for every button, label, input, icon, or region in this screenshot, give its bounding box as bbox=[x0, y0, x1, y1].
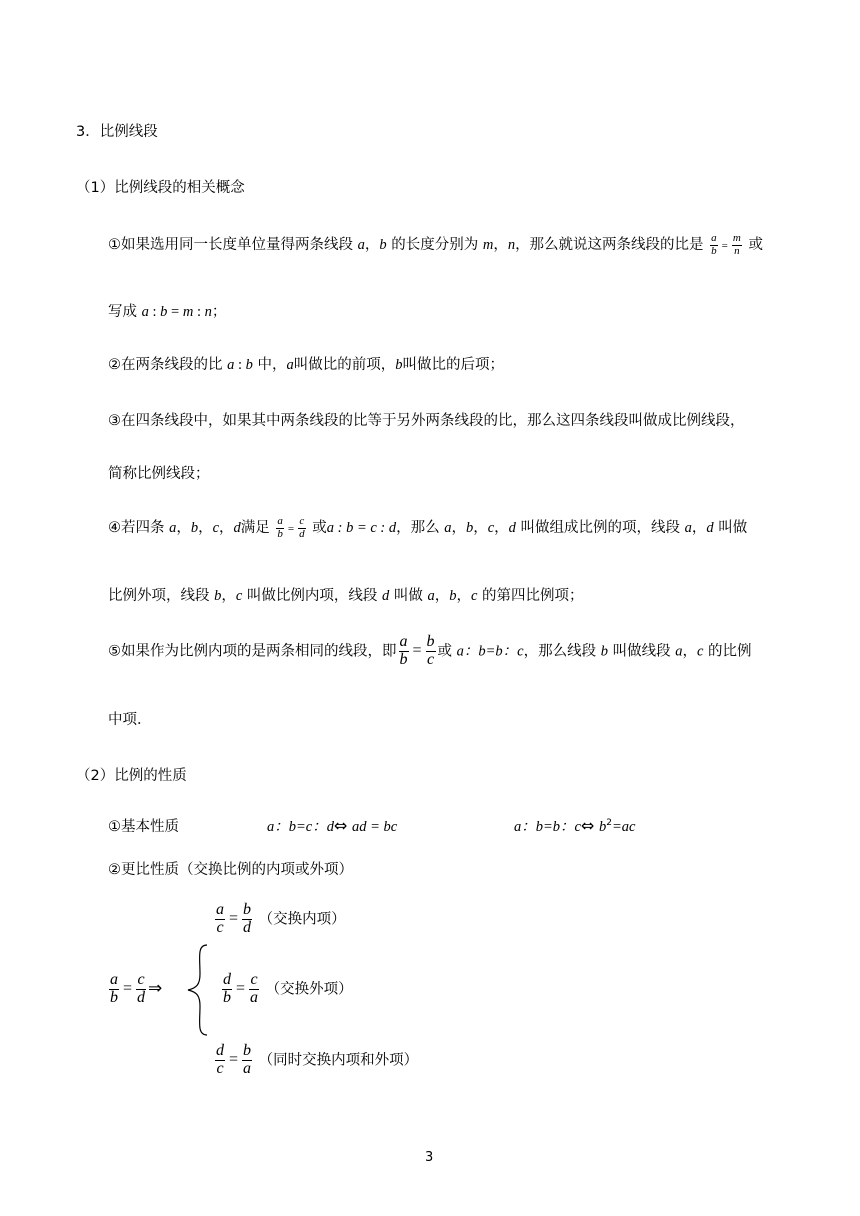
property-1-formula-2 bbox=[514, 815, 635, 836]
ratio-formula: a : b = m : n bbox=[141, 304, 212, 320]
var-a: a bbox=[286, 357, 294, 373]
definition-5: ⑤如果作为比例内项的是两条相同的线段，即 $\frac{a}{b}$ = $\frac{b}{c}$ 或 a：b=b：c，那么线段 b 叫做线段 a，c 的比例 bbox=[108, 633, 752, 668]
case-swap-both: $\frac{d}{c}$ = $\frac{b}{a}$ （同时交换内项和外项） bbox=[216, 1042, 419, 1077]
definition-2 bbox=[108, 353, 504, 374]
var-b: b bbox=[600, 643, 608, 660]
implies-arrow: ⇒ bbox=[148, 978, 163, 999]
ratio-a-b: a : b bbox=[227, 357, 253, 373]
def5-text-5: 的比例 bbox=[708, 643, 752, 660]
def4-text-5: 叫做组成比例的项，线段 bbox=[520, 520, 681, 537]
fraction-a-over-c: $\frac{a}{c}$ bbox=[216, 901, 224, 936]
def4-text-4: ，那么 bbox=[396, 520, 440, 537]
case-3-note: （同时交换内项和外项） bbox=[258, 1052, 419, 1069]
fraction-a-over-b: $\frac{a}{b}$ bbox=[399, 633, 408, 668]
def4-or: 或 bbox=[312, 520, 327, 537]
case-2-note: （交换外项） bbox=[265, 981, 353, 998]
vars-bc: b，c bbox=[214, 588, 243, 604]
def5-text-1: ⑤如果作为比例内项的是两条相同的线段，即 bbox=[108, 643, 397, 660]
vars-abcd: a，b，c，d bbox=[169, 520, 241, 537]
fraction-b-over-d: $\frac{b}{d}$ bbox=[243, 901, 252, 936]
def5-or: 或 bbox=[437, 643, 453, 660]
product-ac: =ac bbox=[611, 819, 636, 835]
def1-text-2: 的长度分别为 bbox=[391, 237, 479, 254]
fraction-c-over-d: $\frac{c}{d}$ bbox=[299, 515, 305, 540]
subsection-title-1: （1）比例线段的相关概念 bbox=[76, 180, 245, 196]
definition-3-line-1: ③在四条线段中，如果其中两条线段的比等于另外两条线段的比，那么这四条线段叫做成比例线段， bbox=[108, 413, 745, 429]
def5-text-4: 叫做线段 bbox=[612, 643, 671, 660]
case-swap-outer: $\frac{d}{b}$ = $\frac{c}{a}$ （交换外项） bbox=[223, 971, 353, 1006]
def4-text-1: ④若四条 bbox=[108, 520, 165, 537]
fraction-m-over-n: $\frac{m}{n}$ bbox=[732, 232, 741, 257]
var-a: a bbox=[357, 237, 365, 254]
ratio-abbc: a：b=b：c bbox=[456, 643, 524, 660]
definition-3-line-2: 简称比例线段； bbox=[108, 466, 210, 482]
comma: ， bbox=[493, 237, 508, 254]
def1-semicolon: ； bbox=[211, 304, 227, 320]
fraction-d-over-c: $\frac{d}{c}$ bbox=[216, 1042, 224, 1077]
definition-1: ①如果选用同一长度单位量得两条线段 a，b 的长度分别为 m，n，那么就说这两条线段的比是 $\frac{a}{b}$ = $\frac{m}{n}$ 或 bbox=[108, 232, 763, 257]
left-brace bbox=[186, 944, 210, 1036]
exponent: 2 bbox=[606, 818, 612, 828]
def2-text-4: 叫做比的后项； bbox=[402, 357, 504, 373]
subsection-title-2: （2）比例的性质 bbox=[76, 768, 187, 784]
vars-abcd: a，b，c，d bbox=[444, 520, 516, 537]
var-n: n bbox=[507, 237, 516, 254]
var-b: b bbox=[395, 357, 403, 373]
case-swap-inner: $\frac{a}{c}$ = $\frac{b}{d}$ （交换内项） bbox=[216, 901, 346, 936]
proportion-source: $\frac{a}{b}$ = $\frac{c}{d}$ ⇒ bbox=[110, 971, 163, 1006]
var-d: d bbox=[382, 588, 390, 604]
definition-5-cont: 中项． bbox=[108, 712, 152, 728]
case-1-note: （交换内项） bbox=[258, 911, 346, 928]
property-1-formula-1 bbox=[267, 815, 397, 836]
def4-text-7: 比例外项，线段 bbox=[108, 588, 210, 604]
fraction-c-over-d: $\frac{c}{d}$ bbox=[137, 971, 146, 1006]
def4-text-2: 满足 bbox=[240, 520, 270, 537]
property-2-label: ②更比性质（交换比例的内项或外项） bbox=[108, 862, 353, 878]
definition-4: ④若四条 a，b，c，d满足 $\frac{a}{b}$ = $\frac{c}{d}$ 或a : b = c : d，那么 a，b，c，d 叫做组成比例的项，线段 a，d 叫做 bbox=[108, 515, 748, 540]
ratio-abbc: a：b=b：c bbox=[514, 819, 581, 835]
var-m: m bbox=[482, 237, 494, 254]
vars-abc: a，b，c bbox=[427, 588, 478, 604]
definition-1-cont bbox=[108, 300, 226, 321]
product-equation: ad = bc bbox=[352, 819, 398, 835]
section-title: 3．比例线段 bbox=[76, 124, 158, 140]
fraction-a-over-b: $\frac{a}{b}$ bbox=[711, 232, 717, 257]
iff-symbol: ⇔ bbox=[333, 816, 348, 835]
def5-text-3: ，那么线段 bbox=[523, 643, 597, 660]
def2-text-1: ②在两条线段的比 bbox=[108, 357, 223, 373]
page-number: 3 bbox=[425, 1150, 434, 1165]
def4-text-10: 的第四比例项； bbox=[482, 588, 584, 604]
fraction-b-over-a: $\frac{b}{a}$ bbox=[243, 1042, 252, 1077]
def1-text-1: ①如果选用同一长度单位量得两条线段 bbox=[108, 237, 353, 254]
vars-ad: a，d bbox=[684, 520, 714, 537]
vars-ac: a，c bbox=[675, 643, 704, 660]
definition-4-cont bbox=[108, 584, 584, 605]
fraction-d-over-b: $\frac{d}{b}$ bbox=[223, 971, 231, 1006]
def2-text-2: 中， bbox=[257, 357, 287, 373]
var-b: b bbox=[379, 237, 387, 254]
def4-text-9: 叫做 bbox=[393, 588, 423, 604]
fraction-c-over-a: $\frac{c}{a}$ bbox=[250, 971, 259, 1006]
fraction-a-over-b: $\frac{a}{b}$ bbox=[110, 971, 118, 1006]
def4-text-6: 叫做 bbox=[718, 520, 748, 537]
property-1-label: ①基本性质 bbox=[108, 819, 179, 835]
var-b: b bbox=[599, 819, 607, 835]
ratio-abcd: a : b = c : d bbox=[326, 520, 397, 537]
def4-text-8: 叫做比例内项，线段 bbox=[246, 588, 378, 604]
iff-symbol: ⇔ bbox=[580, 816, 595, 835]
fraction-b-over-c: $\frac{b}{c}$ bbox=[426, 633, 435, 668]
def1-write-as: 写成 bbox=[108, 304, 137, 320]
def1-or: 或 bbox=[748, 237, 763, 254]
fraction-a-over-b: $\frac{a}{b}$ bbox=[277, 515, 283, 540]
def1-text-3: ，那么就说这两条线段的比是 bbox=[515, 237, 704, 254]
comma: ， bbox=[364, 237, 380, 254]
ratio-abcd: a：b=c：d bbox=[267, 819, 334, 835]
def2-text-3: 叫做比的前项， bbox=[293, 357, 396, 373]
